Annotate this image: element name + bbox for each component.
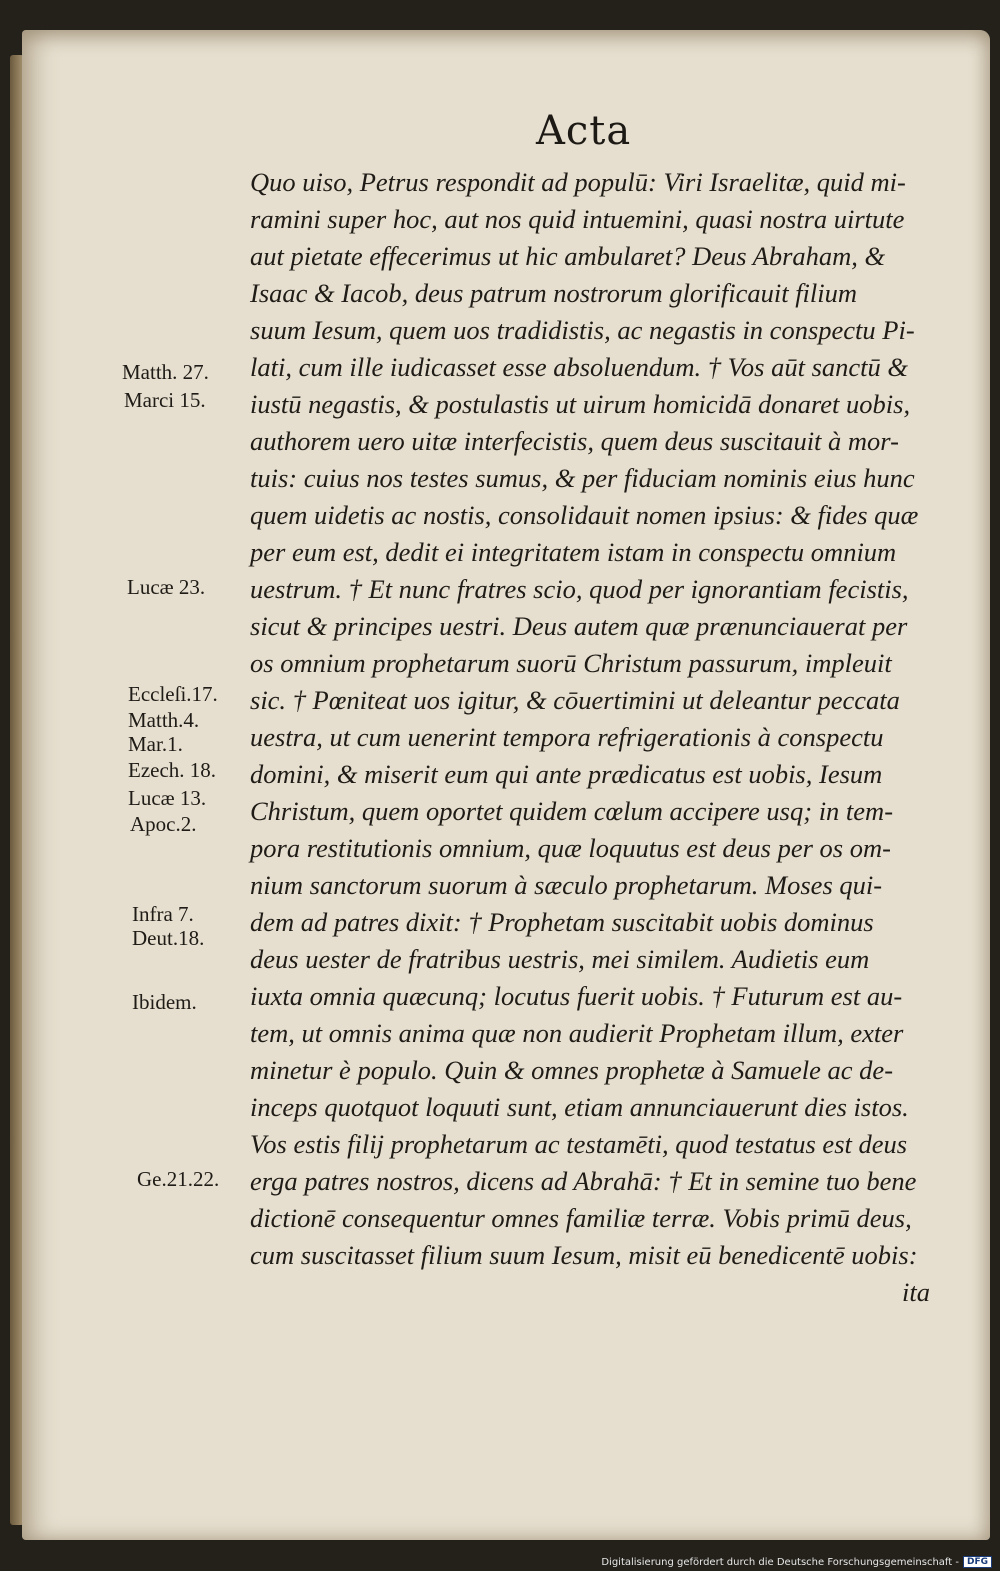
margin-note: Apoc.2.: [130, 812, 197, 836]
text-line: uestra, ut cum uenerint tempora refrigerationis à conspectu: [250, 722, 884, 752]
text-line: lati, cum ille iudicasset esse absoluendum. † Vos aūt sanctū &: [250, 352, 909, 382]
text-line: minetur è populo. Quin & omnes prophetæ à Samuele ac de-: [250, 1055, 894, 1085]
running-head: Acta: [536, 108, 632, 154]
margin-note: Eccleſi.17.: [128, 682, 218, 706]
margin-note: Ibidem.: [132, 990, 197, 1014]
text-line: ramini super hoc, aut nos quid intuemini, quasi nostra uirtute: [250, 204, 905, 234]
margin-note: Deut.18.: [132, 926, 205, 950]
text-line: tuis: cuius nos testes sumus, & per fiduciam nominis eius hunc: [250, 463, 915, 493]
text-line: cum suscitasset filium suum Iesum, misit eū benedicentē uobis:: [250, 1240, 918, 1270]
catchword: ita: [902, 1277, 930, 1307]
text-line: deus uester de fratribus uestris, mei similem. Audietis eum: [250, 944, 870, 974]
margin-note: Lucæ 23.: [127, 575, 206, 599]
text-line: Isaac & Iacob, deus patrum nostrorum glorificauit filium: [250, 278, 858, 308]
text-line: domini, & miserit eum qui ante prædicatus est uobis, Iesum: [250, 759, 883, 789]
margin-note: Matth. 27.: [122, 360, 209, 384]
text-line: quem uidetis ac nostis, consolidauit nomen ipsius: & fides quæ: [250, 500, 919, 530]
text-line: Christum, quem oportet quidem cœlum accipere usq; in tem-: [250, 796, 894, 826]
credit-text: Digitalisierung gefördert durch die Deutsche Forschungsgemeinschaft -: [601, 1556, 959, 1568]
text-line: sicut & principes uestri. Deus autem quæ prænunciauerat per: [250, 611, 908, 641]
text-line: sic. † Pœniteat uos igitur, & cōuertimini ut deleantur peccata: [250, 685, 900, 715]
digitization-credit: [601, 1556, 992, 1568]
text-line: authorem uero uitæ interfecistis, quem deus suscitauit à mor-: [250, 426, 899, 456]
text-line: suum Iesum, quem uos tradidistis, ac negastis in conspectu Pi-: [250, 315, 915, 345]
text-line: iustū negastis, & postulastis ut uirum homicidā donaret uobis,: [250, 389, 911, 419]
text-line: os omnium prophetarum suorū Christum passurum, impleuit: [250, 648, 892, 678]
text-line: Quo uiso, Petrus respondit ad populū: Viri Israelitæ, quid mi-: [250, 167, 906, 197]
text-line: dictionē consequentur omnes familiæ terræ. Vobis primū deus,: [250, 1203, 912, 1233]
text-line: nium sanctorum suorum à sæculo prophetarum. Moses qui-: [250, 870, 883, 900]
text-line: per eum est, dedit ei integritatem istam in conspectu omnium: [250, 537, 897, 567]
text-line: dem ad patres dixit: † Prophetam suscitabit uobis dominus: [250, 907, 874, 937]
margin-note: Ge.21.22.: [137, 1167, 220, 1191]
text-line: tem, ut omnis anima quæ non audierit Prophetam illum, exter: [250, 1018, 904, 1048]
text-line: aut pietate effecerimus ut hic ambularet? Deus Abraham, &: [250, 241, 886, 271]
margin-note: Lucæ 13.: [128, 786, 207, 810]
dfg-logo: DFG: [963, 1556, 992, 1568]
margin-note: Matth.4.: [128, 708, 200, 732]
text-line: erga patres nostros, dicens ad Abrahā: † Et in semine tuo bene: [250, 1166, 917, 1196]
main-text-block: [250, 164, 938, 1311]
text-line: iuxta omnia quæcunq; locutus fuerit uobis. † Futurum est au-: [250, 981, 903, 1011]
text-line: pora restitutionis omnium, quæ loquutus est deus per os om-: [250, 833, 891, 863]
margin-note: Ezech. 18.: [128, 758, 217, 782]
text-line: inceps quotquot loquuti sunt, etiam annunciauerunt dies istos.: [250, 1092, 909, 1122]
margin-note: Marci 15.: [124, 388, 206, 412]
margin-note: Mar.1.: [128, 732, 183, 756]
margin-note: Infra 7.: [132, 902, 194, 926]
text-line: uestrum. † Et nunc fratres scio, quod per ignorantiam fecistis,: [250, 574, 909, 604]
text-line: Vos estis filij prophetarum ac testamēti, quod testatus est deus: [250, 1129, 908, 1159]
